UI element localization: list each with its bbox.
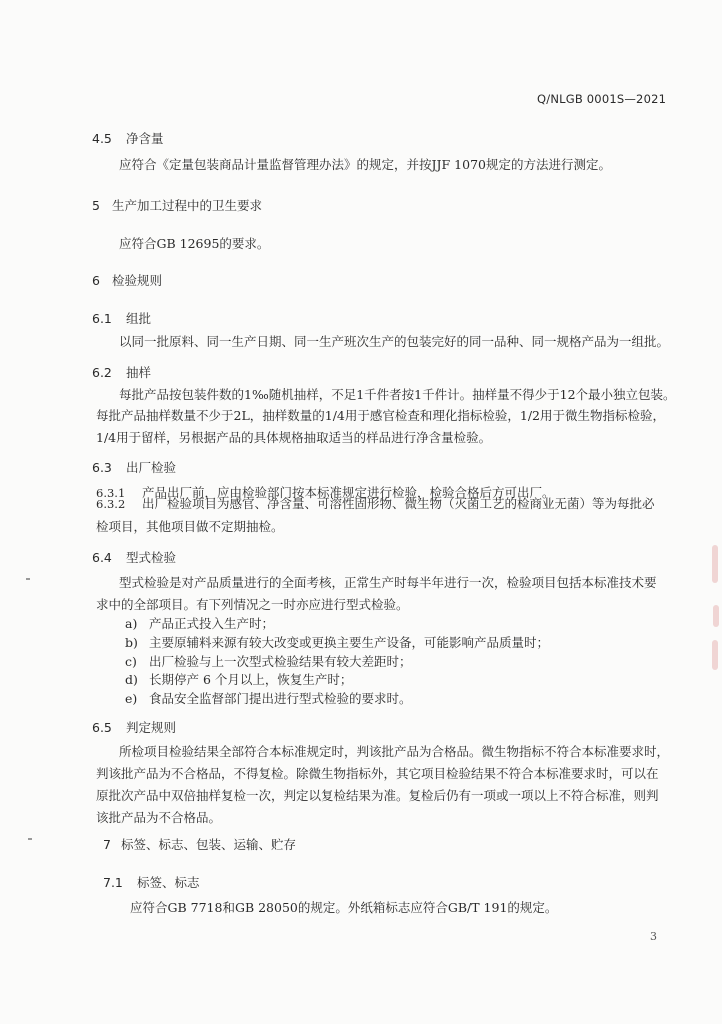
paragraph-line: 检项目，其他项目做不定期抽检。 <box>96 519 284 534</box>
standard-code: Q/NLGB 0001S—2021 <box>537 92 667 106</box>
section-number: 7.1 <box>103 875 123 890</box>
section-number: 6 <box>92 273 100 288</box>
paragraph-line: 每批产品抽样数量不少于2L，抽样数量的1/4用于感官检查和理化指标检验，1/2用于微生物指标检验， <box>96 408 665 423</box>
heading-6-1 <box>92 309 151 327</box>
section-number: 6.5 <box>92 720 112 735</box>
heading-7-1 <box>103 873 200 891</box>
section-title: 标签、标志 <box>137 875 200 890</box>
list-item <box>125 633 549 651</box>
clause-6-3-2 <box>96 494 655 512</box>
heading-6-5 <box>92 718 176 736</box>
section-number: 6.3 <box>92 460 112 475</box>
list-marker: c) <box>125 654 137 669</box>
paragraph-line: 1/4用于留样，另根据产品的具体规格抽取适当的样品进行净含量检验。 <box>96 430 492 445</box>
paragraph-line: 判该批产品为不合格品，不得复检。除微生物指标外，其它项目检验结果不符合本标准要求时，可以在 <box>96 766 659 781</box>
clause-text: 产品出厂前，应由检验部门按本标准规定进行检验，检验合格后方可出厂。 <box>142 485 555 500</box>
heading-6-4 <box>92 548 176 566</box>
section-number: 6.2 <box>92 365 112 380</box>
list-item <box>125 652 412 670</box>
list-marker: e) <box>125 691 138 706</box>
section-number: 6.4 <box>92 550 112 565</box>
paragraph-6-1: 以同一批原料、同一生产日期、同一生产班次生产的包装完好的同一品种、同一规格产品为一组批。 <box>119 334 670 349</box>
paragraph-line: 求中的全部项目。有下列情况之一时亦应进行型式检验。 <box>96 597 409 612</box>
heading-4-5 <box>92 129 164 147</box>
list-marker: b) <box>125 635 138 650</box>
section-number: 7 <box>103 837 111 852</box>
list-item <box>125 614 274 632</box>
section-title: 标签、标志、包装、运输、贮存 <box>121 837 297 852</box>
list-marker: a) <box>125 616 138 631</box>
section-number: 6.1 <box>92 311 112 326</box>
page-number: 3 <box>650 930 657 943</box>
list-text: 产品正式投入生产时； <box>149 616 275 631</box>
section-title: 检验规则 <box>112 273 163 288</box>
section-number: 4.5 <box>92 131 112 146</box>
section-title: 出厂检验 <box>126 460 177 475</box>
paragraph-line: 型式检验是对产品质量进行的全面考核，正常生产时每半年进行一次，检验项目包括本标准技术要 <box>119 575 657 590</box>
paragraph-line: 该批产品为不合格品。 <box>96 810 222 825</box>
heading-7 <box>103 835 296 853</box>
paragraph-4-5: 应符合《定量包装商品计量监督管理办法》的规定，并按JJF 1070规定的方法进行测定。 <box>119 157 611 172</box>
seal-stain <box>712 640 718 670</box>
section-title: 抽样 <box>126 365 152 380</box>
clause-number: 6.3.1 <box>96 486 126 500</box>
paragraph-5: 应符合GB 12695的要求。 <box>119 236 270 251</box>
scan-speck <box>26 578 30 580</box>
section-title: 组批 <box>126 311 152 326</box>
paragraph-7-1: 应符合GB 7718和GB 28050的规定。外纸箱标志应符合GB/T 191的规定。 <box>130 900 558 915</box>
heading-6-3 <box>92 458 176 476</box>
heading-6 <box>92 271 162 289</box>
section-title: 生产加工过程中的卫生要求 <box>112 198 263 213</box>
list-text: 出厂检验与上一次型式检验结果有较大差距时； <box>149 654 412 669</box>
seal-stain <box>712 545 718 583</box>
list-text: 食品安全监督部门提出进行型式检验的要求时。 <box>149 691 412 706</box>
section-title: 净含量 <box>126 131 164 146</box>
scan-speck <box>28 838 32 840</box>
paragraph-line: 每批产品按包装件数的1‰随机抽样，不足1千件者按1千件计。抽样量不得少于12个最小独立包装。 <box>119 387 676 402</box>
list-text: 长期停产 6 个月以上，恢复生产时； <box>149 672 353 687</box>
list-text: 主要原辅料来源有较大改变或更换主要生产设备，可能影响产品质量时； <box>149 635 550 650</box>
heading-5 <box>92 196 262 214</box>
section-title: 判定规则 <box>126 720 177 735</box>
list-item <box>125 670 352 688</box>
list-marker: d) <box>125 672 138 687</box>
clause-text: 出厂检验项目为感官、净含量、可溶性固形物、微生物（灭菌工艺的检商业无菌）等为每批必 <box>142 496 655 511</box>
paragraph-line: 所检项目检验结果全部符合本标准规定时，判该批产品为合格品。微生物指标不符合本标准要求时， <box>119 744 670 759</box>
heading-6-2 <box>92 363 151 381</box>
seal-stain <box>713 605 719 627</box>
paragraph-line: 原批次产品中双倍抽样复检一次，判定以复检结果为准。复检后仍有一项或一项以上不符合标准，则判 <box>96 788 659 803</box>
section-number: 5 <box>92 198 100 213</box>
list-item <box>125 689 412 707</box>
clause-number: 6.3.2 <box>96 497 126 511</box>
section-title: 型式检验 <box>126 550 177 565</box>
